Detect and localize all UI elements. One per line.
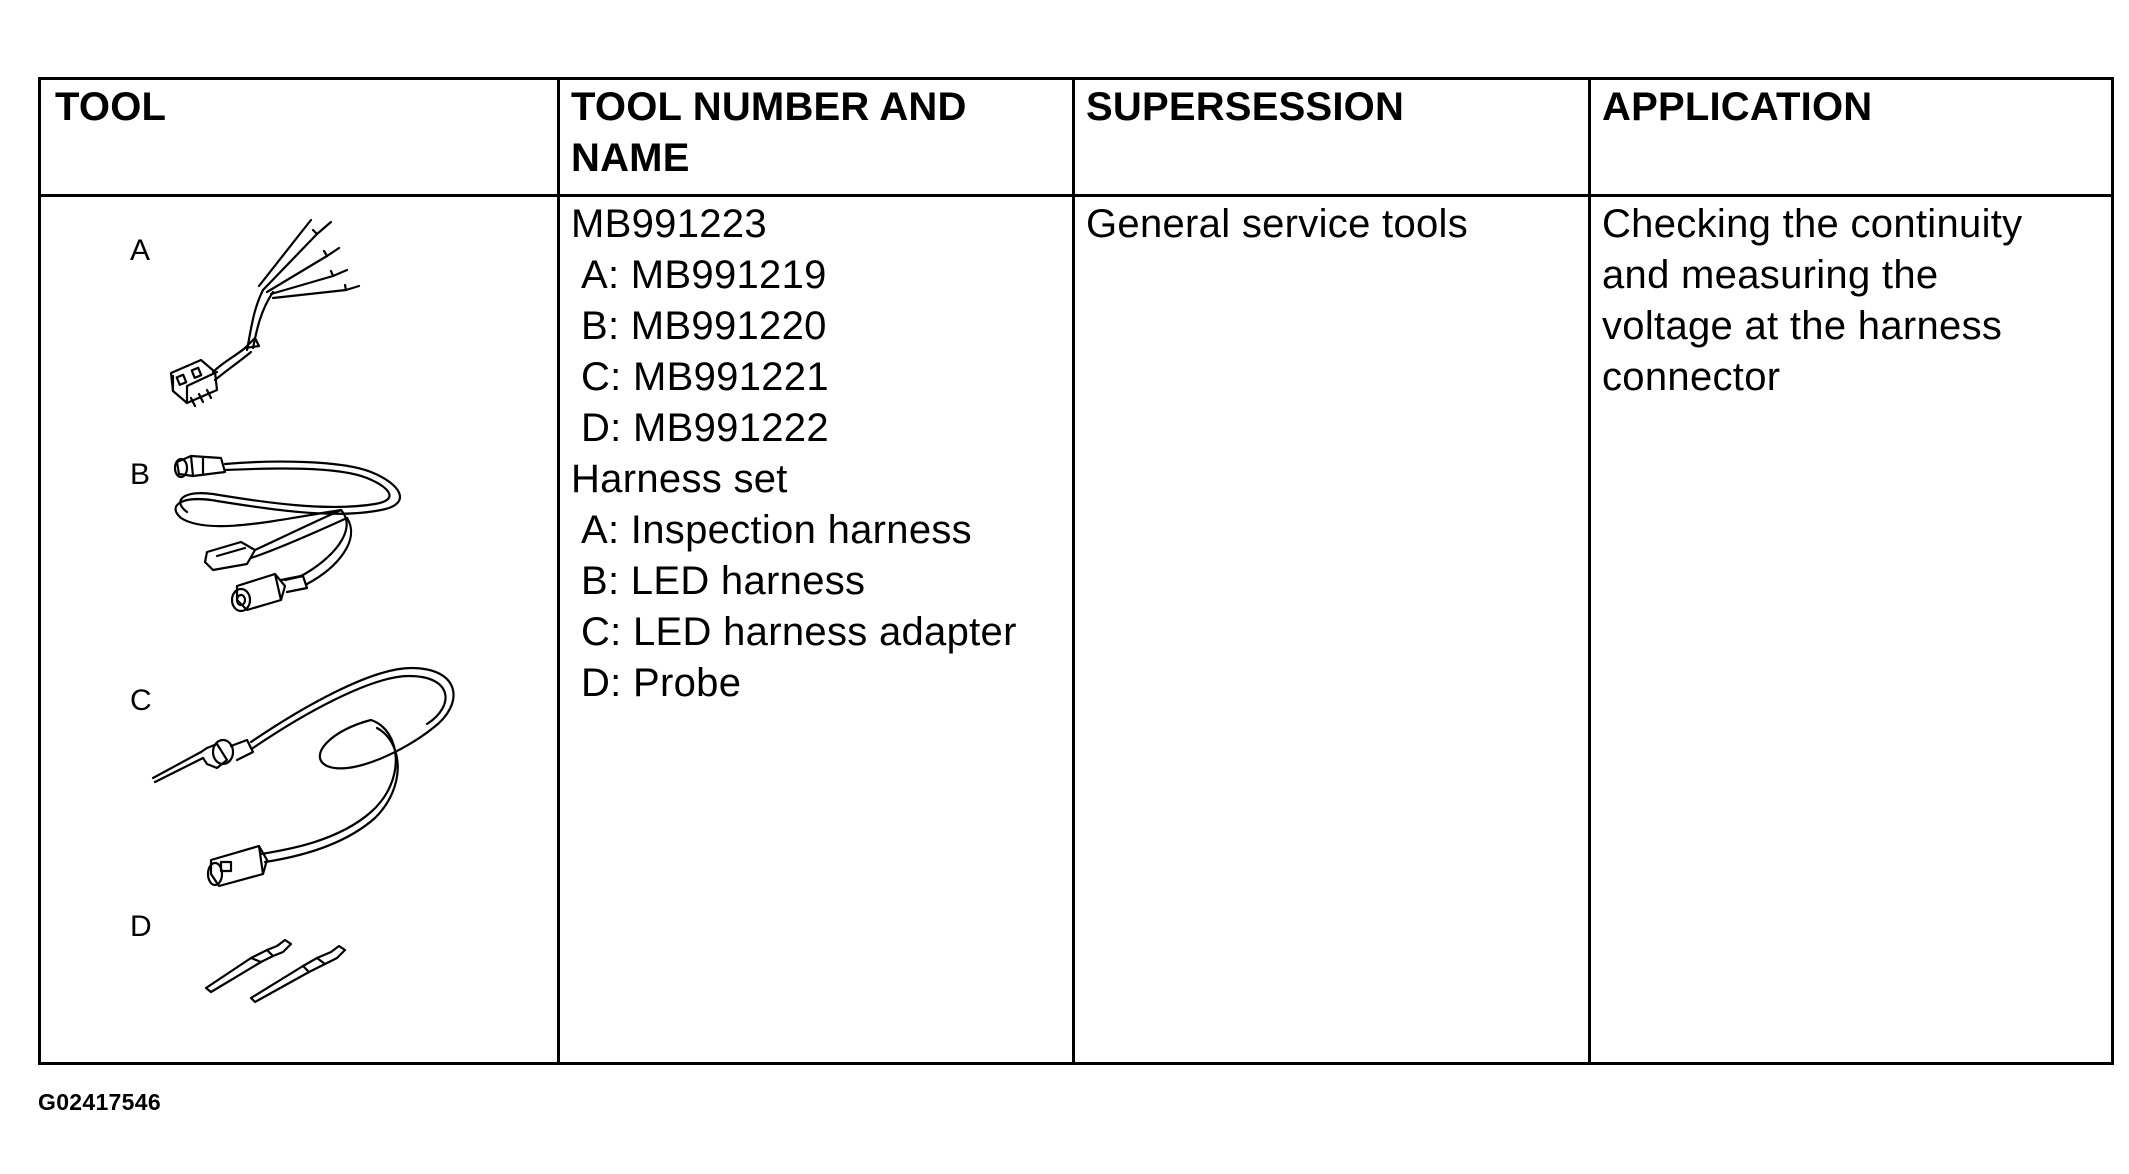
tool-name-a: A: Inspection harness: [581, 508, 972, 552]
tool-name-c: C: LED harness adapter: [581, 610, 1017, 654]
led-harness-icon: [175, 456, 400, 611]
tool-name-main: Harness set: [571, 457, 788, 501]
tool-label-b: B: [130, 458, 151, 491]
tool-name-d: D: Probe: [581, 661, 742, 705]
inspection-harness-icon: [171, 220, 359, 406]
application-line: connector: [1602, 355, 1781, 399]
application-text: [1602, 199, 2022, 403]
header-application: APPLICATION: [1602, 85, 1873, 129]
header-tool: TOOL: [55, 85, 167, 129]
figure-id: G02417546: [38, 1089, 161, 1115]
tool-number-c: C: MB991221: [581, 355, 829, 399]
tool-number-list: [571, 199, 1017, 709]
tool-label-a: A: [130, 234, 151, 267]
column-divider: [1588, 80, 1591, 1062]
header-tool-number: [571, 82, 967, 184]
column-divider: [557, 80, 560, 1062]
column-divider: [1072, 80, 1075, 1062]
tool-number-main: MB991223: [571, 202, 767, 246]
probe-icon: [206, 940, 345, 1002]
application-line: Checking the continuity: [1602, 202, 2023, 246]
header-tool-number-line1: TOOL NUMBER AND: [571, 85, 967, 129]
header-tool-number-line2: NAME: [571, 136, 690, 180]
special-tools-table: [38, 77, 2114, 1065]
application-line: voltage at the harness: [1602, 304, 2003, 348]
led-harness-adapter-icon: [153, 668, 454, 886]
application-line: and measuring the: [1602, 253, 1939, 297]
tool-label-c: C: [130, 684, 152, 717]
header-supersession: SUPERSESSION: [1086, 85, 1405, 129]
tool-drawings: [41, 80, 557, 1065]
tool-name-b: B: LED harness: [581, 559, 866, 603]
tool-number-a: A: MB991219: [581, 253, 827, 297]
supersession-value: General service tools: [1086, 202, 1469, 246]
tool-number-b: B: MB991220: [581, 304, 827, 348]
tool-number-d: D: MB991222: [581, 406, 829, 450]
tool-label-d: D: [130, 910, 152, 943]
